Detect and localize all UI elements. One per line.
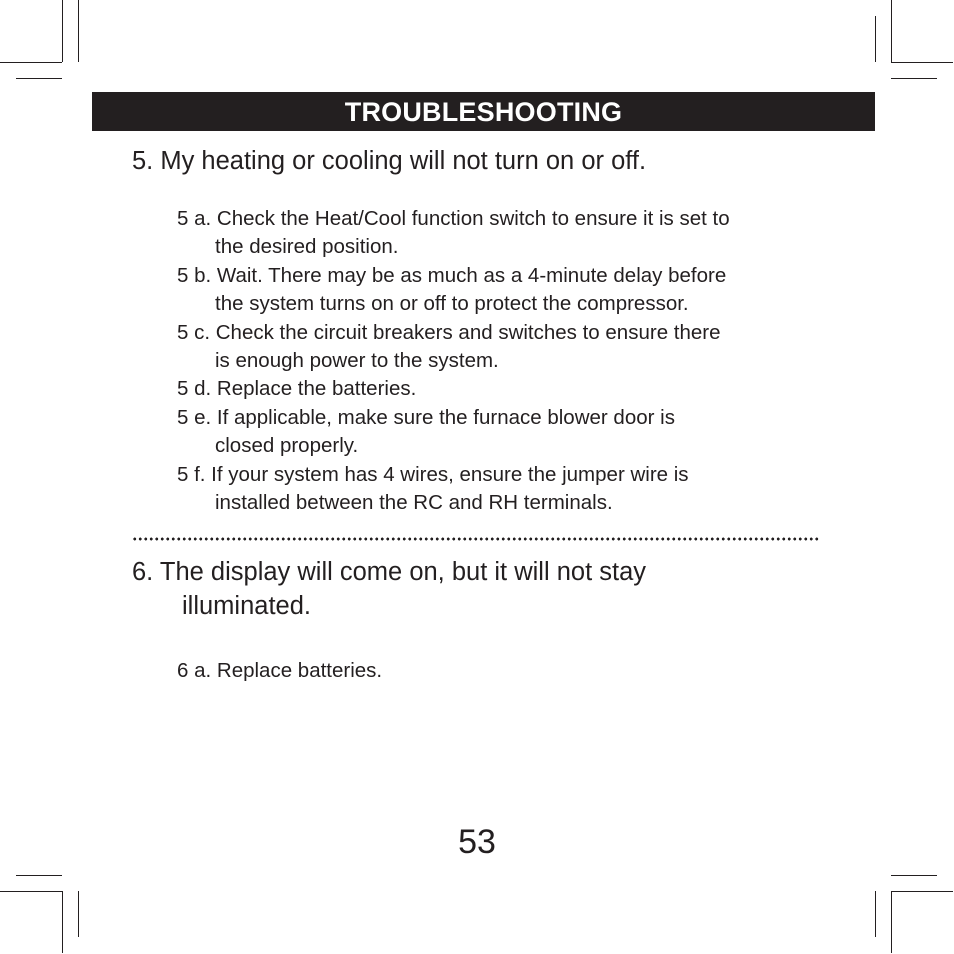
crop-mark: [78, 0, 79, 62]
step-5c: 5 c. Check the circuit breakers and switches to ensure there is enough power to the system.: [177, 320, 721, 373]
crop-mark: [0, 891, 62, 892]
crop-mark: [891, 62, 953, 63]
crop-mark: [16, 78, 62, 79]
question-6-title: 6. The display will come on, but it will not stay illuminated.: [132, 558, 647, 620]
question-6-steps: [177, 657, 382, 685]
crop-mark: [891, 891, 892, 953]
crop-mark: [62, 891, 63, 953]
step-5f: 5 f. If your system has 4 wires, ensure the jumper wire is installed between the RC and RH terminals.: [177, 462, 689, 515]
crop-mark: [891, 891, 953, 892]
section-header: [92, 92, 875, 131]
question-5-title: 5. My heating or cooling will not turn on or off.: [132, 147, 647, 175]
step-5d: 5 d. Replace the batteries.: [177, 377, 417, 401]
step-6a: 6 a. Replace batteries.: [177, 659, 383, 682]
step-5b: 5 b. Wait. There may be as much as a 4-minute delay before the system turns on or off to protect the compressor.: [177, 263, 727, 316]
section-title: TROUBLESHOOTING: [344, 97, 623, 127]
crop-mark: [891, 875, 937, 876]
crop-mark: [891, 0, 892, 62]
step-5e: 5 e. If applicable, make sure the furnace blower door is closed properly.: [177, 405, 675, 458]
crop-mark: [891, 78, 937, 79]
crop-mark: [875, 16, 876, 62]
question-5-steps: [177, 205, 730, 517]
crop-mark: [62, 0, 63, 62]
crop-mark: [78, 891, 79, 937]
crop-mark: [16, 875, 62, 876]
page-number: 53: [458, 823, 496, 861]
crop-mark: [875, 891, 876, 937]
step-5a: 5 a. Check the Heat/Cool function switch to ensure it is set to the desired position.: [177, 207, 730, 259]
crop-mark: [0, 62, 62, 63]
dotted-divider: [132, 532, 820, 546]
